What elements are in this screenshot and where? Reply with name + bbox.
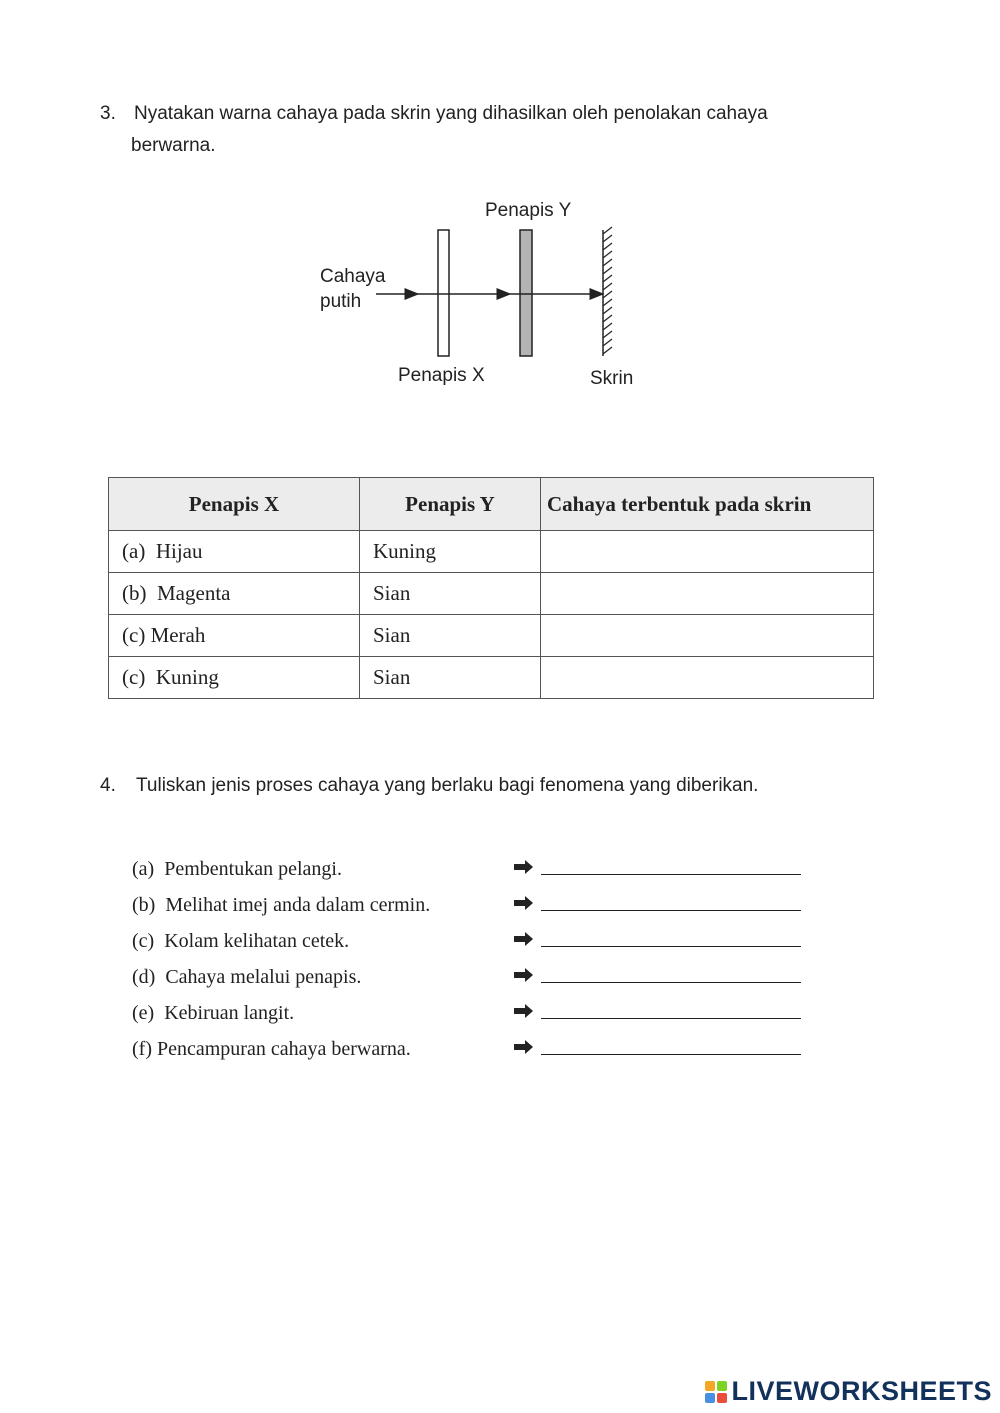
item-label: (f) xyxy=(132,1038,152,1060)
header-screen-light: Cahaya terbentuk pada skrin xyxy=(541,478,874,531)
answer-cell[interactable] xyxy=(541,657,874,699)
list-item xyxy=(132,852,812,888)
list-item xyxy=(132,924,812,960)
answer-cell[interactable] xyxy=(541,531,874,573)
phenomena-list xyxy=(132,852,812,1068)
question-3-number: 3. xyxy=(100,103,116,124)
answer-blank[interactable] xyxy=(541,1054,801,1055)
question-4-number: 4. xyxy=(100,775,116,796)
item-text: Kebiruan langit. xyxy=(164,1002,295,1024)
item-label: (b) xyxy=(132,894,156,916)
label-filter-x: Penapis X xyxy=(398,365,485,386)
arrow-right-icon xyxy=(514,860,534,874)
list-item xyxy=(132,1032,812,1068)
cell-filter-x xyxy=(109,657,360,699)
item-label: (d) xyxy=(132,966,156,988)
label-screen: Skrin xyxy=(590,368,634,389)
answer-cell[interactable] xyxy=(541,573,874,615)
arrow-right-icon xyxy=(514,968,534,982)
cell-filter-y: Kuning xyxy=(360,531,541,573)
filter-x-value: Hijau xyxy=(155,539,203,563)
item-label: (c) xyxy=(132,930,155,952)
table-row xyxy=(109,573,874,615)
row-label: (a) xyxy=(122,539,146,563)
question-4 xyxy=(100,770,920,802)
list-item xyxy=(132,888,812,924)
item-text: Melihat imej anda dalam cermin. xyxy=(165,894,431,916)
answer-cell[interactable] xyxy=(541,615,874,657)
screen-shape xyxy=(603,227,612,356)
item-text: Cahaya melalui penapis. xyxy=(165,966,362,988)
filter-x-value: Magenta xyxy=(157,581,231,605)
header-filter-x: Penapis X xyxy=(109,478,360,531)
arrow-right-icon xyxy=(514,1004,534,1018)
row-label: (b) xyxy=(122,581,147,605)
table-row xyxy=(109,531,874,573)
logo-tile xyxy=(717,1393,727,1403)
cell-filter-y: Sian xyxy=(360,657,541,699)
filter-x-value: Kuning xyxy=(155,665,219,689)
answer-blank[interactable] xyxy=(541,910,801,911)
filter-diagram xyxy=(300,190,680,400)
table-row xyxy=(109,615,874,657)
list-item xyxy=(132,996,812,1032)
filter-x-shape xyxy=(438,230,449,356)
item-text: Pembentukan pelangi. xyxy=(164,858,342,880)
filter-y-shape xyxy=(520,230,532,356)
filter-diagram-svg xyxy=(300,190,680,400)
question-4-text: Tuliskan jenis proses cahaya yang berlaku bagi fenomena yang diberikan. xyxy=(136,775,759,796)
answer-blank[interactable] xyxy=(541,874,801,875)
answer-blank[interactable] xyxy=(541,1018,801,1019)
arrow-right-icon xyxy=(514,896,534,910)
item-text: Kolam kelihatan cetek. xyxy=(164,930,350,952)
table-header-row xyxy=(109,478,874,531)
arrow-right-icon xyxy=(514,1040,534,1054)
question-3 xyxy=(100,98,900,162)
cell-filter-x xyxy=(109,615,360,657)
logo-tile xyxy=(705,1393,715,1403)
logo-tile xyxy=(717,1381,727,1391)
filter-x-value: Merah xyxy=(150,623,206,647)
answer-blank[interactable] xyxy=(541,982,801,983)
label-filter-y: Penapis Y xyxy=(485,200,572,221)
label-white-light-line1: Cahaya xyxy=(320,266,386,287)
cell-filter-x xyxy=(109,573,360,615)
row-label: (c) xyxy=(122,665,146,689)
item-label: (e) xyxy=(132,1002,155,1024)
label-white-light-line2: putih xyxy=(320,291,362,312)
question-3-text-line2: berwarna. xyxy=(131,135,216,156)
liveworksheets-logo[interactable] xyxy=(705,1376,992,1407)
item-label: (a) xyxy=(132,858,155,880)
cell-filter-y: Sian xyxy=(360,615,541,657)
row-label: (c) xyxy=(122,623,146,647)
item-text: Pencampuran cahaya berwarna. xyxy=(156,1038,411,1060)
filter-table xyxy=(108,477,874,699)
answer-blank[interactable] xyxy=(541,946,801,947)
arrow-right-icon xyxy=(514,932,534,946)
brand-name: LIVEWORKSHEETS xyxy=(731,1376,992,1406)
liveworksheets-logo-icon xyxy=(705,1381,727,1403)
cell-filter-y: Sian xyxy=(360,573,541,615)
logo-tile xyxy=(705,1381,715,1391)
cell-filter-x xyxy=(109,531,360,573)
table-row xyxy=(109,657,874,699)
header-filter-y: Penapis Y xyxy=(360,478,541,531)
question-3-text-line1: Nyatakan warna cahaya pada skrin yang dihasilkan oleh penolakan cahaya xyxy=(134,103,768,124)
list-item xyxy=(132,960,812,996)
